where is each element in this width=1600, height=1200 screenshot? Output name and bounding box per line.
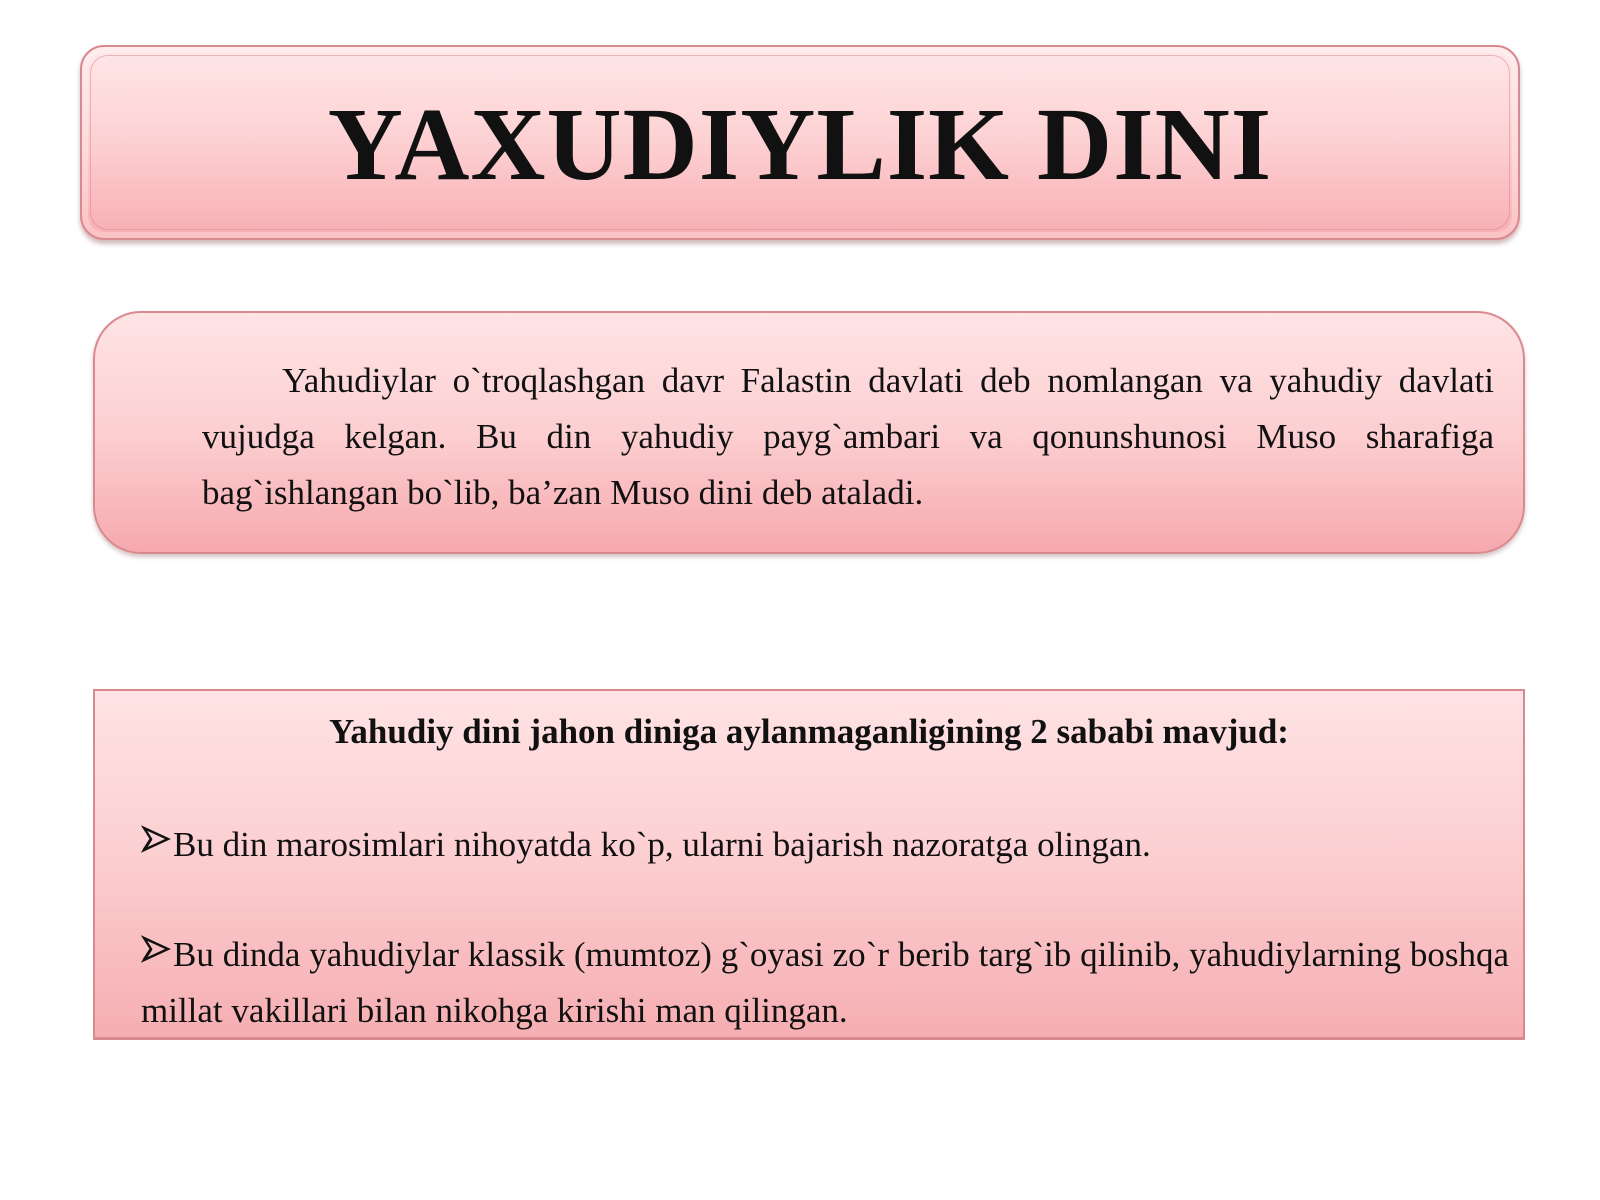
title-banner [80,45,1520,240]
arrowhead-bullet-icon [141,824,171,854]
reason-text: Bu din marosimlari nihoyatda ko`p, ularni bajarish nazoratga olingan. [173,825,1151,864]
reason-item [141,927,1509,1039]
intro-panel [93,311,1525,554]
arrowhead-bullet-icon [141,934,171,964]
reasons-heading: Yahudiy dini jahon diniga aylanmaganligining 2 sababi mavjud: [329,712,1289,751]
slide-title: YAXUDIYLIK DINI [327,87,1273,202]
reason-item [141,817,1509,873]
intro-paragraph: Yahudiylar o`troqlashgan davr Falastin davlati deb nomlangan va yahudiy davlati vujudga kelgan. Bu din yahudiy payg`ambari va qonunshunosi Muso sharafiga bag`ishlangan bo`lib, ba’zan Muso dini deb ataladi. [202,361,1494,512]
reasons-panel [93,689,1525,1040]
reason-text: Bu dinda yahudiylar klassik (mumtoz) g`oyasi zo`r berib targ`ib qilinib, yahudiylarning boshqa millat vakillari bilan nikohga kirishi man qilingan. [141,935,1509,1030]
